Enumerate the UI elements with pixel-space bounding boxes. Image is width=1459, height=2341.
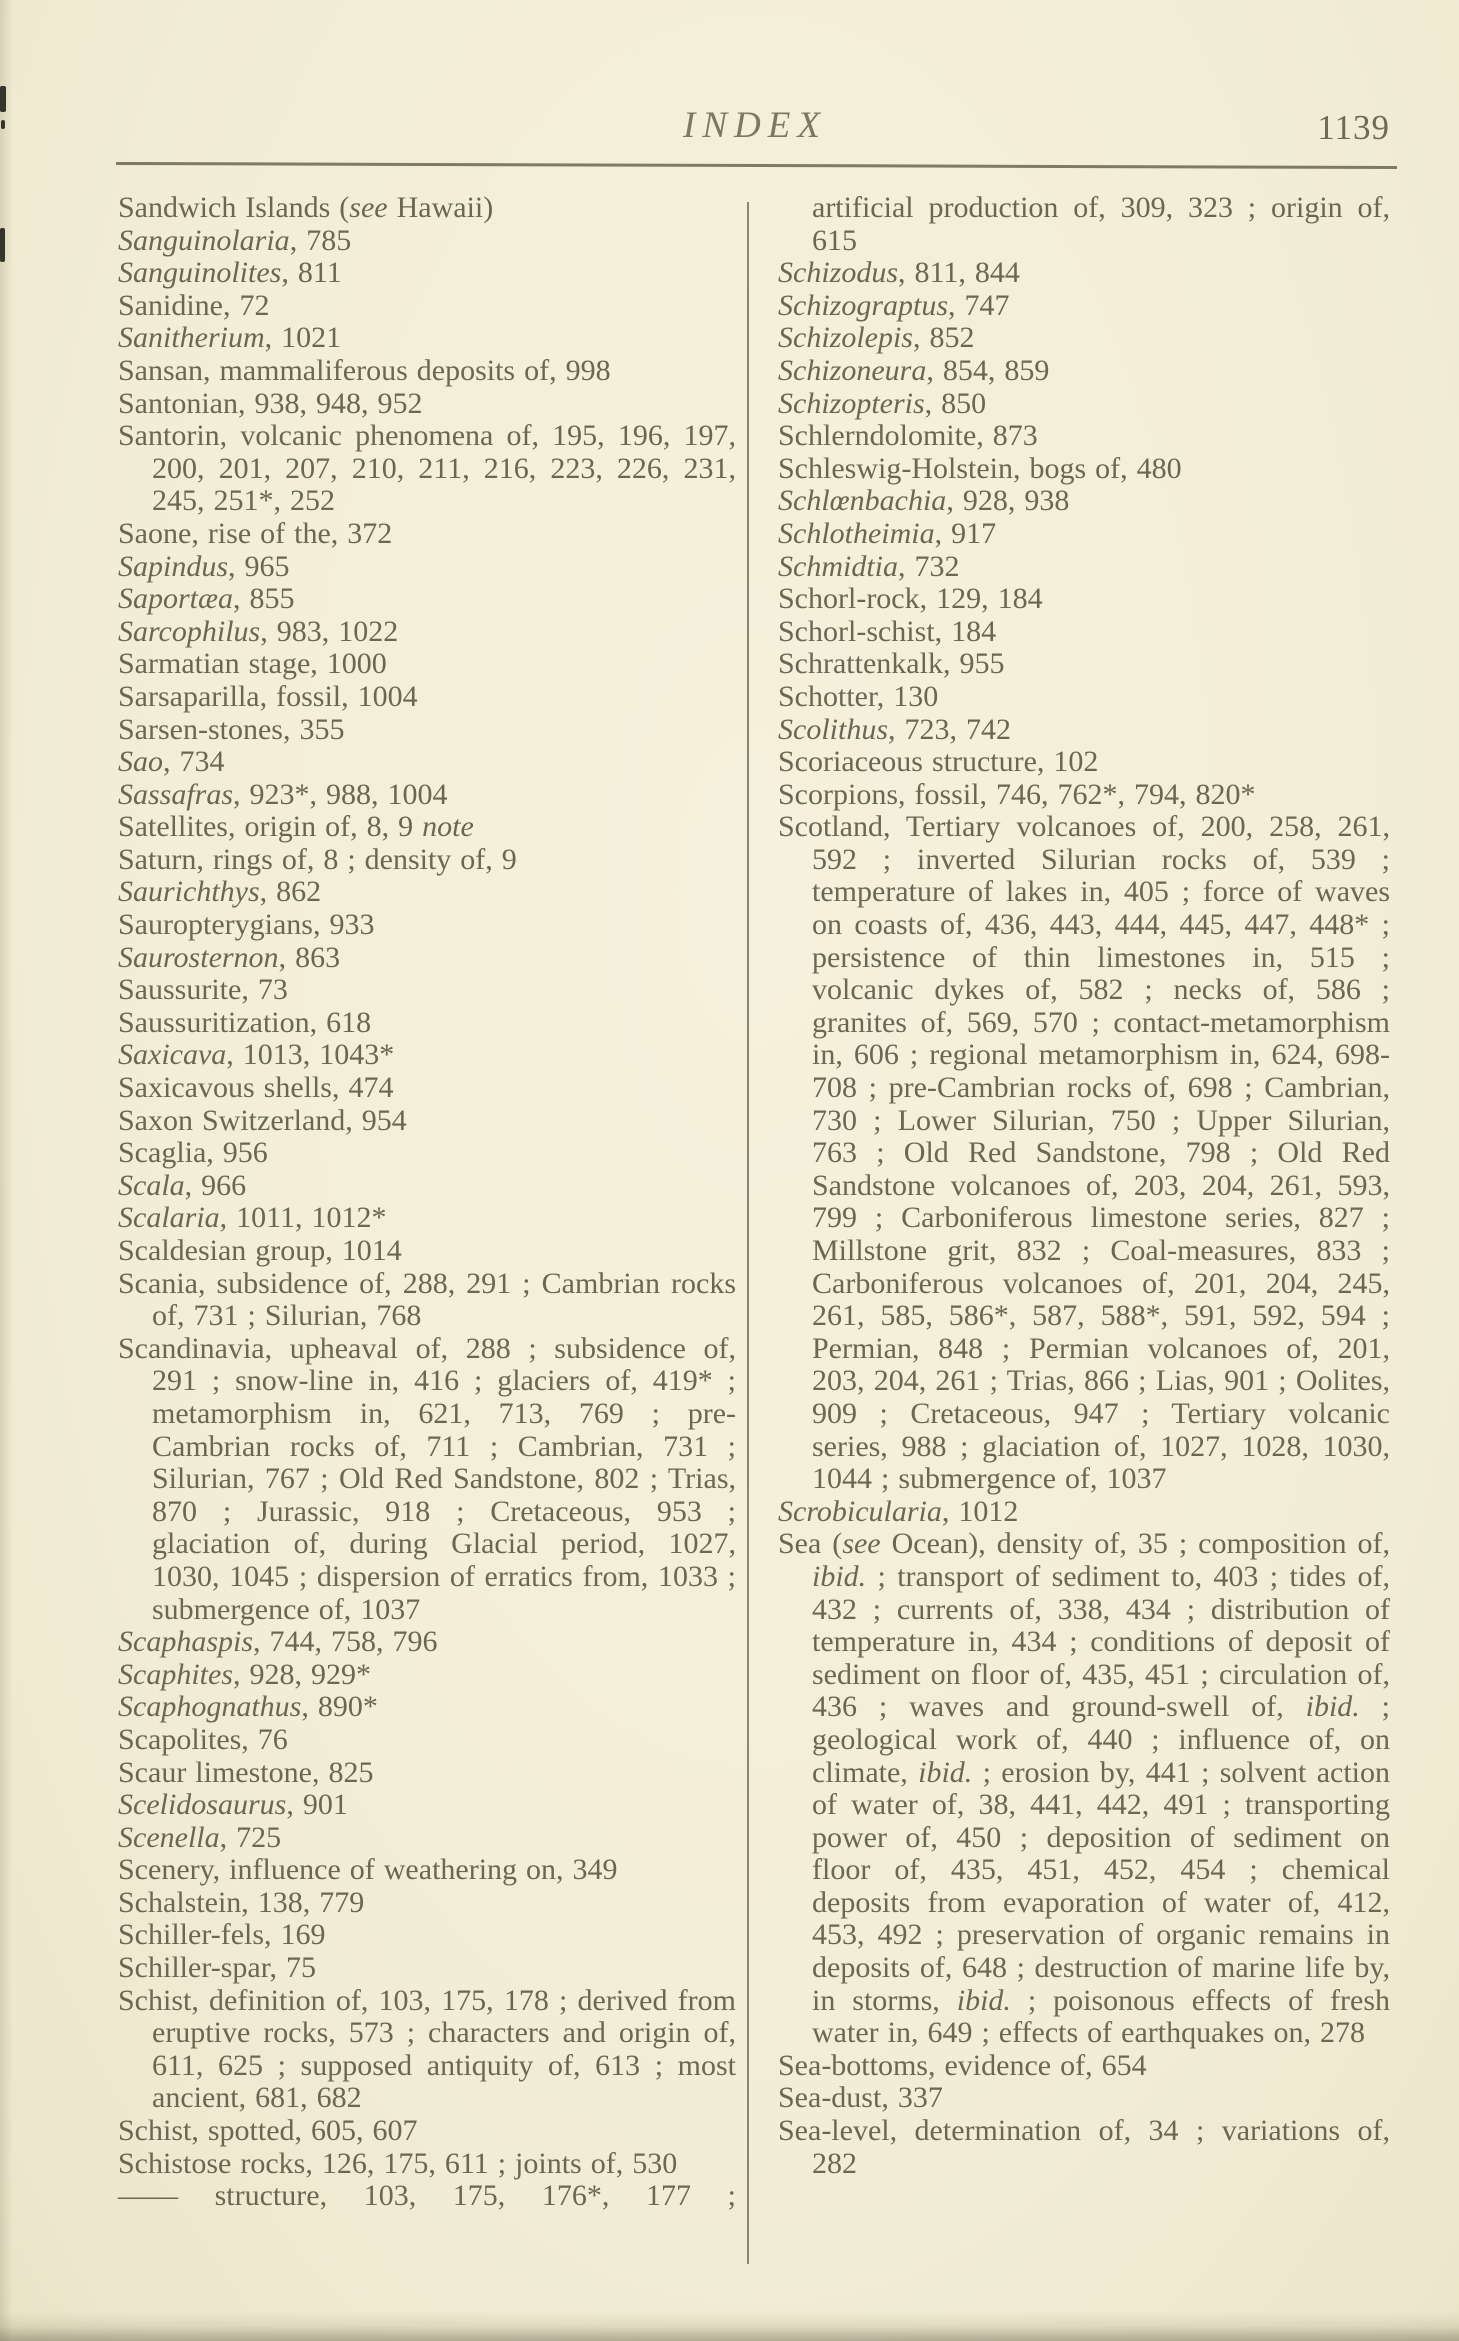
entry-text: Schist, definition of, 103, 175, 178 ; derived from eruptive rocks, 573 ; characters and origin of, 611, 625 ; supposed antiquity of, 613 ; most ancient, 681, 682 [118, 1983, 736, 2115]
entry-text-italic: ibid. [1305, 1690, 1360, 1724]
index-entry [778, 779, 1390, 812]
entry-text: Schotter, 130 [778, 679, 939, 713]
index-entry [778, 2082, 1390, 2115]
entry-text: Sarsen-stones, 355 [118, 712, 345, 746]
index-entry [118, 681, 736, 714]
entry-text: , 852 [913, 321, 975, 355]
entry-text: ; geological work of, 440 ; influence of, on climate, [812, 1690, 1390, 1789]
entry-text: Saussurite, 73 [118, 973, 288, 1007]
entry-text: , 923*, 988, 1004 [233, 777, 448, 811]
entry-text-italic: Scalaria [118, 1201, 220, 1235]
entry-text: , 1012 [941, 1494, 1019, 1528]
entry-text: Scandinavia, upheaval of, 288 ; subsidence of, 291 ; snow-line in, 416 ; glaciers of, 419* ; metamorphism in, 621, 713, 769 ; pre-Cambrian rocks of, 711 ; Cambrian, 731 ; Silurian, 767 ; Old Red Sandstone, 802 ; Trias, 870 ; Jurassic, 918 ; Cretaceous, 953 ; glaciation of, during Glacial period, 1027, 1030, 1045 ; dispersion of erratics from, 1033 ; submergence of, 1037 [118, 1331, 736, 1626]
entry-text: Scapolites, 76 [118, 1722, 288, 1756]
page-number: 1139 [1317, 108, 1390, 147]
entry-text: Schist, spotted, 605, 607 [118, 2114, 418, 2148]
entry-text: , 928, 929* [232, 1657, 371, 1691]
index-entry [778, 2115, 1390, 2180]
entry-text-italic: Sanitherium [118, 321, 265, 355]
index-entry [118, 518, 736, 551]
index-entry [118, 974, 736, 1007]
index-entry [118, 551, 736, 584]
entry-text: Sarsaparilla, fossil, 1004 [118, 679, 418, 713]
entry-text: Sanidine, 72 [118, 288, 270, 322]
entry-text: Sandwich Islands ( [118, 191, 350, 224]
entry-text: Sansan, mammaliferous deposits of, 998 [118, 353, 611, 387]
index-entry [118, 1854, 736, 1887]
entry-text: , 850 [924, 386, 987, 420]
entry-text: Santonian, 938, 948, 952 [118, 386, 423, 420]
index-entry [118, 1822, 736, 1855]
entry-text-italic: Saurosternon [118, 940, 279, 974]
entry-text-italic: Scaphites [118, 1657, 233, 1691]
entry-text: , 1021 [264, 321, 342, 355]
entry-text: Schorl-rock, 129, 184 [778, 582, 1043, 616]
entry-text-italic: ibid. [956, 1983, 1011, 2017]
index-entry [118, 355, 736, 388]
entry-text: Sea-bottoms, evidence of, 654 [778, 2048, 1147, 2082]
index-entry [778, 551, 1390, 584]
index-entry [118, 1887, 736, 1920]
entry-text: , 1013, 1043* [226, 1038, 395, 1072]
entry-text-italic: Schizograptus [778, 288, 949, 322]
entry-text: Saxicavous shells, 474 [118, 1071, 394, 1105]
entry-text: Sauropterygians, 933 [118, 908, 375, 942]
entry-text: Sea-level, determination of, 34 ; variations of, 282 [778, 2114, 1390, 2180]
index-entry [778, 583, 1390, 616]
index-entry [118, 1626, 736, 1659]
index-entry [118, 1757, 736, 1790]
index-entry [118, 1985, 736, 2115]
index-column-right [778, 192, 1390, 2180]
entry-text: Saxon Switzerland, 954 [118, 1103, 407, 1137]
index-entry [118, 648, 736, 681]
entry-text: Sea-dust, 337 [778, 2081, 943, 2115]
index-entry [118, 2115, 736, 2148]
index-entry [118, 1268, 736, 1333]
entry-text-italic: Scaphognathus [118, 1690, 302, 1724]
entry-text: , 901 [286, 1788, 348, 1822]
index-entry [118, 1235, 736, 1268]
entry-text: Schiller-spar, 75 [118, 1951, 316, 1985]
index-entry [118, 942, 736, 975]
index-entry [118, 1789, 736, 1822]
index-entry [778, 2050, 1390, 2083]
entry-text-italic: Sarcophilus [118, 614, 261, 648]
entry-text: Schiller-fels, 169 [118, 1918, 326, 1952]
entry-text: Ocean), density of, 35 ; composition of, [880, 1527, 1390, 1561]
scan-ink-mark [1, 120, 5, 129]
entry-text-italic: Saportæa [118, 582, 234, 616]
index-entry [778, 485, 1390, 518]
index-entry [118, 290, 736, 323]
entry-text-italic: Saxicava [118, 1038, 227, 1072]
index-entry [778, 290, 1390, 323]
entry-text: , 811 [281, 256, 342, 290]
entry-text: , 747 [948, 288, 1010, 322]
entry-text-italic: Schmidtia [778, 549, 898, 583]
entry-text: , 917 [934, 516, 997, 550]
entry-text-italic: Schizodus [778, 256, 898, 290]
index-entry [778, 1496, 1390, 1529]
entry-text: Satellites, origin of, 8, 9 [118, 810, 423, 844]
entry-text: Scania, subsidence of, 288, 291 ; Cambrian rocks of, 731 ; Silurian, 768 [118, 1266, 736, 1333]
entry-text: ; transport of sediment to, 403 ; tides of, 432 ; currents of, 338, 434 ; distribution of temperature in, 434 ; conditions of deposit of sediment on floor of, 435, 451 ; circulation of, 436 ; waves and ground-swell of, [812, 1559, 1390, 1724]
entry-text: , 1011, 1012* [219, 1201, 387, 1235]
entry-text-italic: Sao [118, 745, 163, 779]
index-entry [118, 811, 736, 844]
entry-text: Saturn, rings of, 8 ; density of, 9 [118, 842, 517, 876]
scan-ink-mark [0, 86, 6, 112]
index-entry [118, 1724, 736, 1757]
entry-text: artificial production of, 309, 323 ; origin of, 615 [812, 191, 1390, 257]
entry-text: Scaldesian group, 1014 [118, 1234, 402, 1267]
index-entry [778, 1528, 1390, 2050]
entry-text: , 725 [219, 1820, 282, 1854]
index-entry [118, 2180, 736, 2213]
index-entry [118, 616, 736, 649]
entry-text: , 966 [184, 1168, 247, 1202]
entry-text: , 811, 844 [898, 256, 1020, 290]
entry-text: Scaglia, 956 [118, 1136, 268, 1170]
entry-text: , 928, 938 [946, 484, 1070, 518]
entry-text-italic: Scrobicularia [778, 1494, 942, 1528]
header-rule [116, 162, 1397, 169]
index-entry [778, 518, 1390, 551]
index-entry [778, 388, 1390, 421]
entry-text: , 983, 1022 [260, 614, 399, 648]
scan-ink-mark [0, 228, 5, 262]
index-entry [118, 1659, 736, 1692]
entry-text-italic: Scenella [118, 1820, 220, 1854]
index-entry [118, 1039, 736, 1072]
entry-text-italic: ibid. [918, 1755, 973, 1789]
entry-text-italic: Scolithus [778, 712, 888, 746]
index-entry [778, 355, 1390, 388]
index-entry [118, 1691, 736, 1724]
index-entry [118, 1952, 736, 1985]
index-entry [118, 714, 736, 747]
entry-text: , 965 [228, 549, 290, 583]
index-entry [778, 453, 1390, 486]
index-entry [118, 420, 736, 518]
index-entry [118, 1105, 736, 1138]
index-entry [118, 1137, 736, 1170]
index-entry [778, 746, 1390, 779]
entry-text: Saone, rise of the, 372 [118, 516, 393, 550]
entry-text-italic: Sassafras [118, 777, 234, 811]
index-entry [118, 746, 736, 779]
entry-text: , 734 [163, 745, 225, 779]
entry-text-italic: Scaphaspis [118, 1625, 253, 1659]
index-entry [778, 257, 1390, 290]
entry-text-italic: see [842, 1527, 881, 1561]
entry-text: Schalstein, 138, 779 [118, 1885, 365, 1919]
index-column-left [118, 192, 736, 2213]
entry-text: Sea ( [778, 1527, 843, 1561]
index-entry [778, 648, 1390, 681]
entry-text-italic: Schizopteris [778, 386, 925, 420]
index-entry [118, 388, 736, 421]
index-entry [118, 225, 736, 258]
entry-text: Scoriaceous structure, 102 [778, 745, 1099, 779]
entry-text: Saussuritization, 618 [118, 1005, 372, 1039]
index-entry [118, 1072, 736, 1105]
entry-text: Schorl-schist, 184 [778, 614, 997, 648]
index-entry [118, 1170, 736, 1203]
entry-text: ; poisonous effects of fresh water in, 649 ; effects of earthquakes on, 278 [812, 1983, 1390, 2050]
index-entry [118, 1333, 736, 1626]
index-entry [118, 1007, 736, 1040]
entry-text: , 744, 758, 796 [253, 1625, 438, 1659]
index-entry [118, 192, 736, 225]
entry-text: Schrattenkalk, 955 [778, 647, 1005, 681]
index-entry [118, 1202, 736, 1235]
entry-text: Santorin, volcanic phenomena of, 195, 196, 197, 200, 201, 207, 210, 211, 216, 223, 226, 231, 245, 251*, 252 [118, 419, 736, 518]
entry-text: —— structure, 103, 175, 176*, 177 ; [118, 2179, 736, 2213]
column-divider [747, 202, 749, 2264]
index-entry [778, 192, 1390, 257]
entry-text-italic: Scala [118, 1168, 185, 1202]
entry-text-italic: Sapindus [118, 549, 229, 583]
index-entry [778, 420, 1390, 453]
index-entry [778, 616, 1390, 649]
entry-text: Scaur limestone, 825 [118, 1755, 374, 1789]
entry-text-italic: ibid. [812, 1559, 867, 1593]
page-edge-shade [0, 0, 16, 2341]
entry-text-italic: note [422, 810, 474, 844]
entry-text-italic: see [349, 191, 388, 224]
entry-text-italic: Schlœnbachia [778, 484, 947, 518]
entry-text: , 785 [289, 223, 352, 257]
entry-text-italic: Schizoneura [778, 353, 927, 387]
index-entry [778, 322, 1390, 355]
index-entry [118, 583, 736, 616]
entry-text: Scorpions, fossil, 746, 762*, 794, 820* [778, 777, 1256, 811]
entry-text: Schleswig-Holstein, bogs of, 480 [778, 451, 1182, 485]
index-entry [778, 681, 1390, 714]
entry-text-italic: Schizolepis [778, 321, 913, 355]
entry-text: , 863 [278, 940, 341, 974]
entry-text: , 862 [259, 875, 322, 909]
entry-text: Scenery, influence of weathering on, 349 [118, 1853, 618, 1887]
page-header-title: INDEX [683, 105, 827, 146]
index-entry [118, 876, 736, 909]
entry-text: , 854, 859 [926, 353, 1050, 387]
entry-text: , 732 [898, 549, 960, 583]
entry-text-italic: Sanguinolaria [118, 223, 290, 257]
entry-text: , 723, 742 [888, 712, 1011, 746]
entry-text: Schistose rocks, 126, 175, 611 ; joints of, 530 [118, 2146, 678, 2180]
index-entry [118, 909, 736, 942]
entry-text-italic: Sanguinolites [118, 256, 282, 290]
index-entry [778, 714, 1390, 747]
index-entry [778, 811, 1390, 1495]
entry-text-italic: Scelidosaurus [118, 1788, 287, 1822]
index-entry [118, 779, 736, 812]
entry-text: , 855 [233, 582, 295, 616]
index-entry [118, 844, 736, 877]
entry-text: Scotland, Tertiary volcanoes of, 200, 258, 261, 592 ; inverted Silurian rocks of, 539 ; temperature of lakes in, 405 ; force of waves on coasts of, 436, 443, 444, 445, 447, 448* ; persistence of thin limestones in, 515 ; volcanic dykes of, 582 ; necks of, 586 ; granites of, 569, 570 ; contact-metamorphism in, 606 ; regional metamorphism in, 624, 698-708 ; pre-Cambrian rocks of, 698 ; Cambrian, 730 ; Lower Silurian, 750 ; Upper Silurian, 763 ; Old Red Sandstone, 798 ; Old Red Sandstone volcanoes of, 203, 204, 261, 593, 799 ; Carboniferous limestone series, 827 ; Millstone grit, 832 ; Coal-measures, 833 ; Carboniferous volcanoes of, 201, 204, 245, 261, 585, 586*, 587, 588*, 591, 592, 594 ; Permian, 848 ; Permian volcanoes of, 201, 203, 204, 261 ; Trias, 866 ; Lias, 901 ; Oolites, 909 ; Cretaceous, 947 ; Tertiary volcanic series, 988 ; glaciation of, 1027, 1028, 1030, 1044 ; submergence of, 1037 [778, 810, 1390, 1496]
entry-text: ; erosion by, 441 ; solvent action of water of, 38, 441, 442, 491 ; transporting power of, 450 ; deposition of sediment on floor of, 435, 451, 452, 454 ; chemical deposits from evaporation of water of, 412, 453, 492 ; preservation of organic remains in deposits of, 648 ; destruction of marine life by, in storms, [812, 1755, 1390, 2017]
index-entry [118, 1919, 736, 1952]
index-entry [118, 322, 736, 355]
entry-text-italic: Saurichthys [118, 875, 260, 909]
index-entry [118, 257, 736, 290]
entry-text: Schlerndolomite, 873 [778, 419, 1038, 453]
entry-text: , 890* [301, 1690, 378, 1724]
index-entry [118, 2148, 736, 2181]
entry-text: Hawaii) [387, 191, 494, 224]
page-bottom-shadow [0, 2311, 1459, 2341]
entry-text: Sarmatian stage, 1000 [118, 647, 387, 681]
entry-text-italic: Schlotheimia [778, 516, 935, 550]
